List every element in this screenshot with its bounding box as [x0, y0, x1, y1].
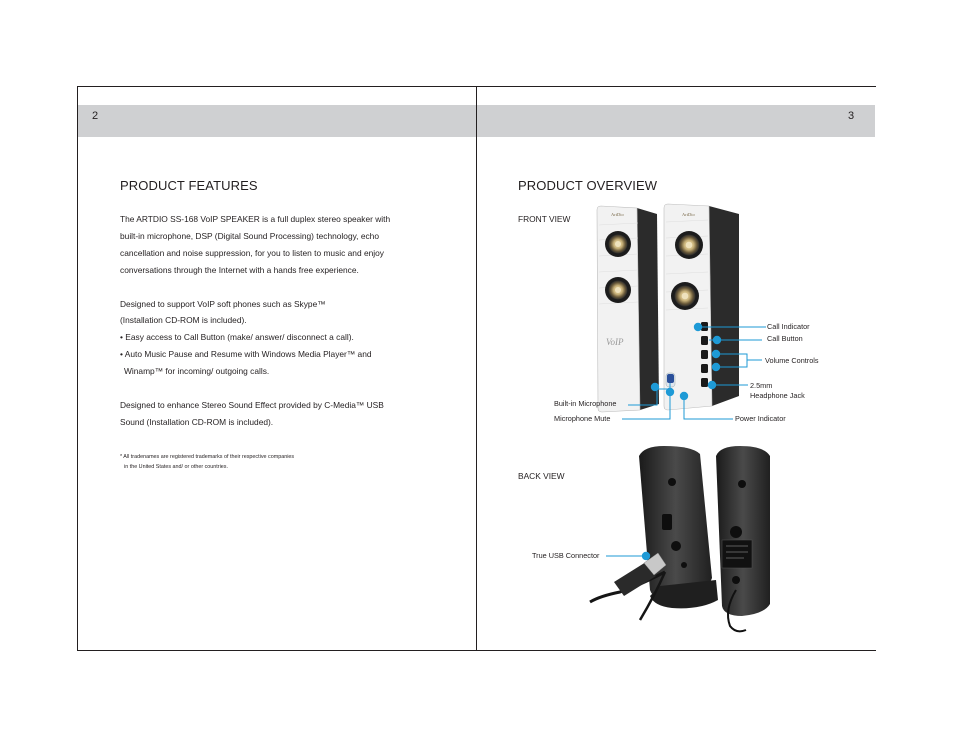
stereo-line: Sound (Installation CD-ROM is included). [120, 416, 274, 427]
back-left-speaker [639, 446, 718, 608]
voip-line: (Installation CD-ROM is included). [120, 315, 247, 326]
call-indicator-label: Call Indicator [767, 322, 810, 331]
power-indicator-label: Power Indicator [735, 414, 786, 423]
intro-line: cancellation and noise suppression, for you to listen to music and enjoy [120, 247, 384, 258]
voip-line: Designed to support VoIP soft phones such as Skype™ [120, 298, 326, 309]
intro-line: The ARTDIO SS-168 VoIP SPEAKER is a full duplex stereo speaker with [120, 214, 391, 224]
intro-line: built-in microphone, DSP (Digital Sound Processing) technology, echo [120, 230, 379, 241]
back-right-speaker [716, 446, 770, 631]
usb-connector-label: True USB Connector [532, 551, 600, 560]
voip-bullet: • Easy access to Call Button (make/ answer/ disconnect a call). [120, 332, 354, 343]
product-features-heading: PRODUCT FEATURES [120, 178, 258, 193]
call-button-label: Call Button [767, 334, 803, 343]
left-page-number: 2 [92, 110, 99, 122]
headphone-jack-label [750, 381, 805, 400]
builtin-microphone-label: Built-in Microphone [554, 399, 617, 408]
front-view-label: FRONT VIEW [518, 214, 571, 224]
headphone-jack-size: 2.5mm [750, 381, 773, 390]
volume-controls-label: Volume Controls [765, 356, 819, 365]
footnote-line: * All tradenames are registered trademarks of their respective companies [120, 454, 295, 460]
voip-badge: VoIP [606, 337, 624, 347]
speaker-brand-label: ArtDio [611, 212, 624, 217]
intro-line: conversations through the Internet with a hands free experience. [120, 264, 359, 275]
right-page-number: 3 [848, 110, 855, 122]
voip-bullet: • Auto Music Pause and Resume with Windows Media Player™ and [120, 349, 372, 360]
voip-bullet-continued: Winamp™ for incoming/ outgoing calls. [124, 366, 270, 377]
back-view-label: BACK VIEW [518, 471, 565, 481]
headphone-jack-name: Headphone Jack [750, 390, 805, 400]
usb-callout-dot [642, 552, 650, 560]
front-left-speaker [597, 206, 659, 412]
front-right-speaker [664, 204, 739, 410]
footnote-line: in the United States and/ or other countries. [124, 464, 228, 470]
product-overview-heading: PRODUCT OVERVIEW [518, 178, 658, 193]
microphone-mute-label: Microphone Mute [554, 414, 611, 423]
stereo-line: Designed to enhance Stereo Sound Effect provided by C-Media™ USB [120, 399, 384, 410]
speaker-brand-label: ArtDio [682, 212, 695, 217]
